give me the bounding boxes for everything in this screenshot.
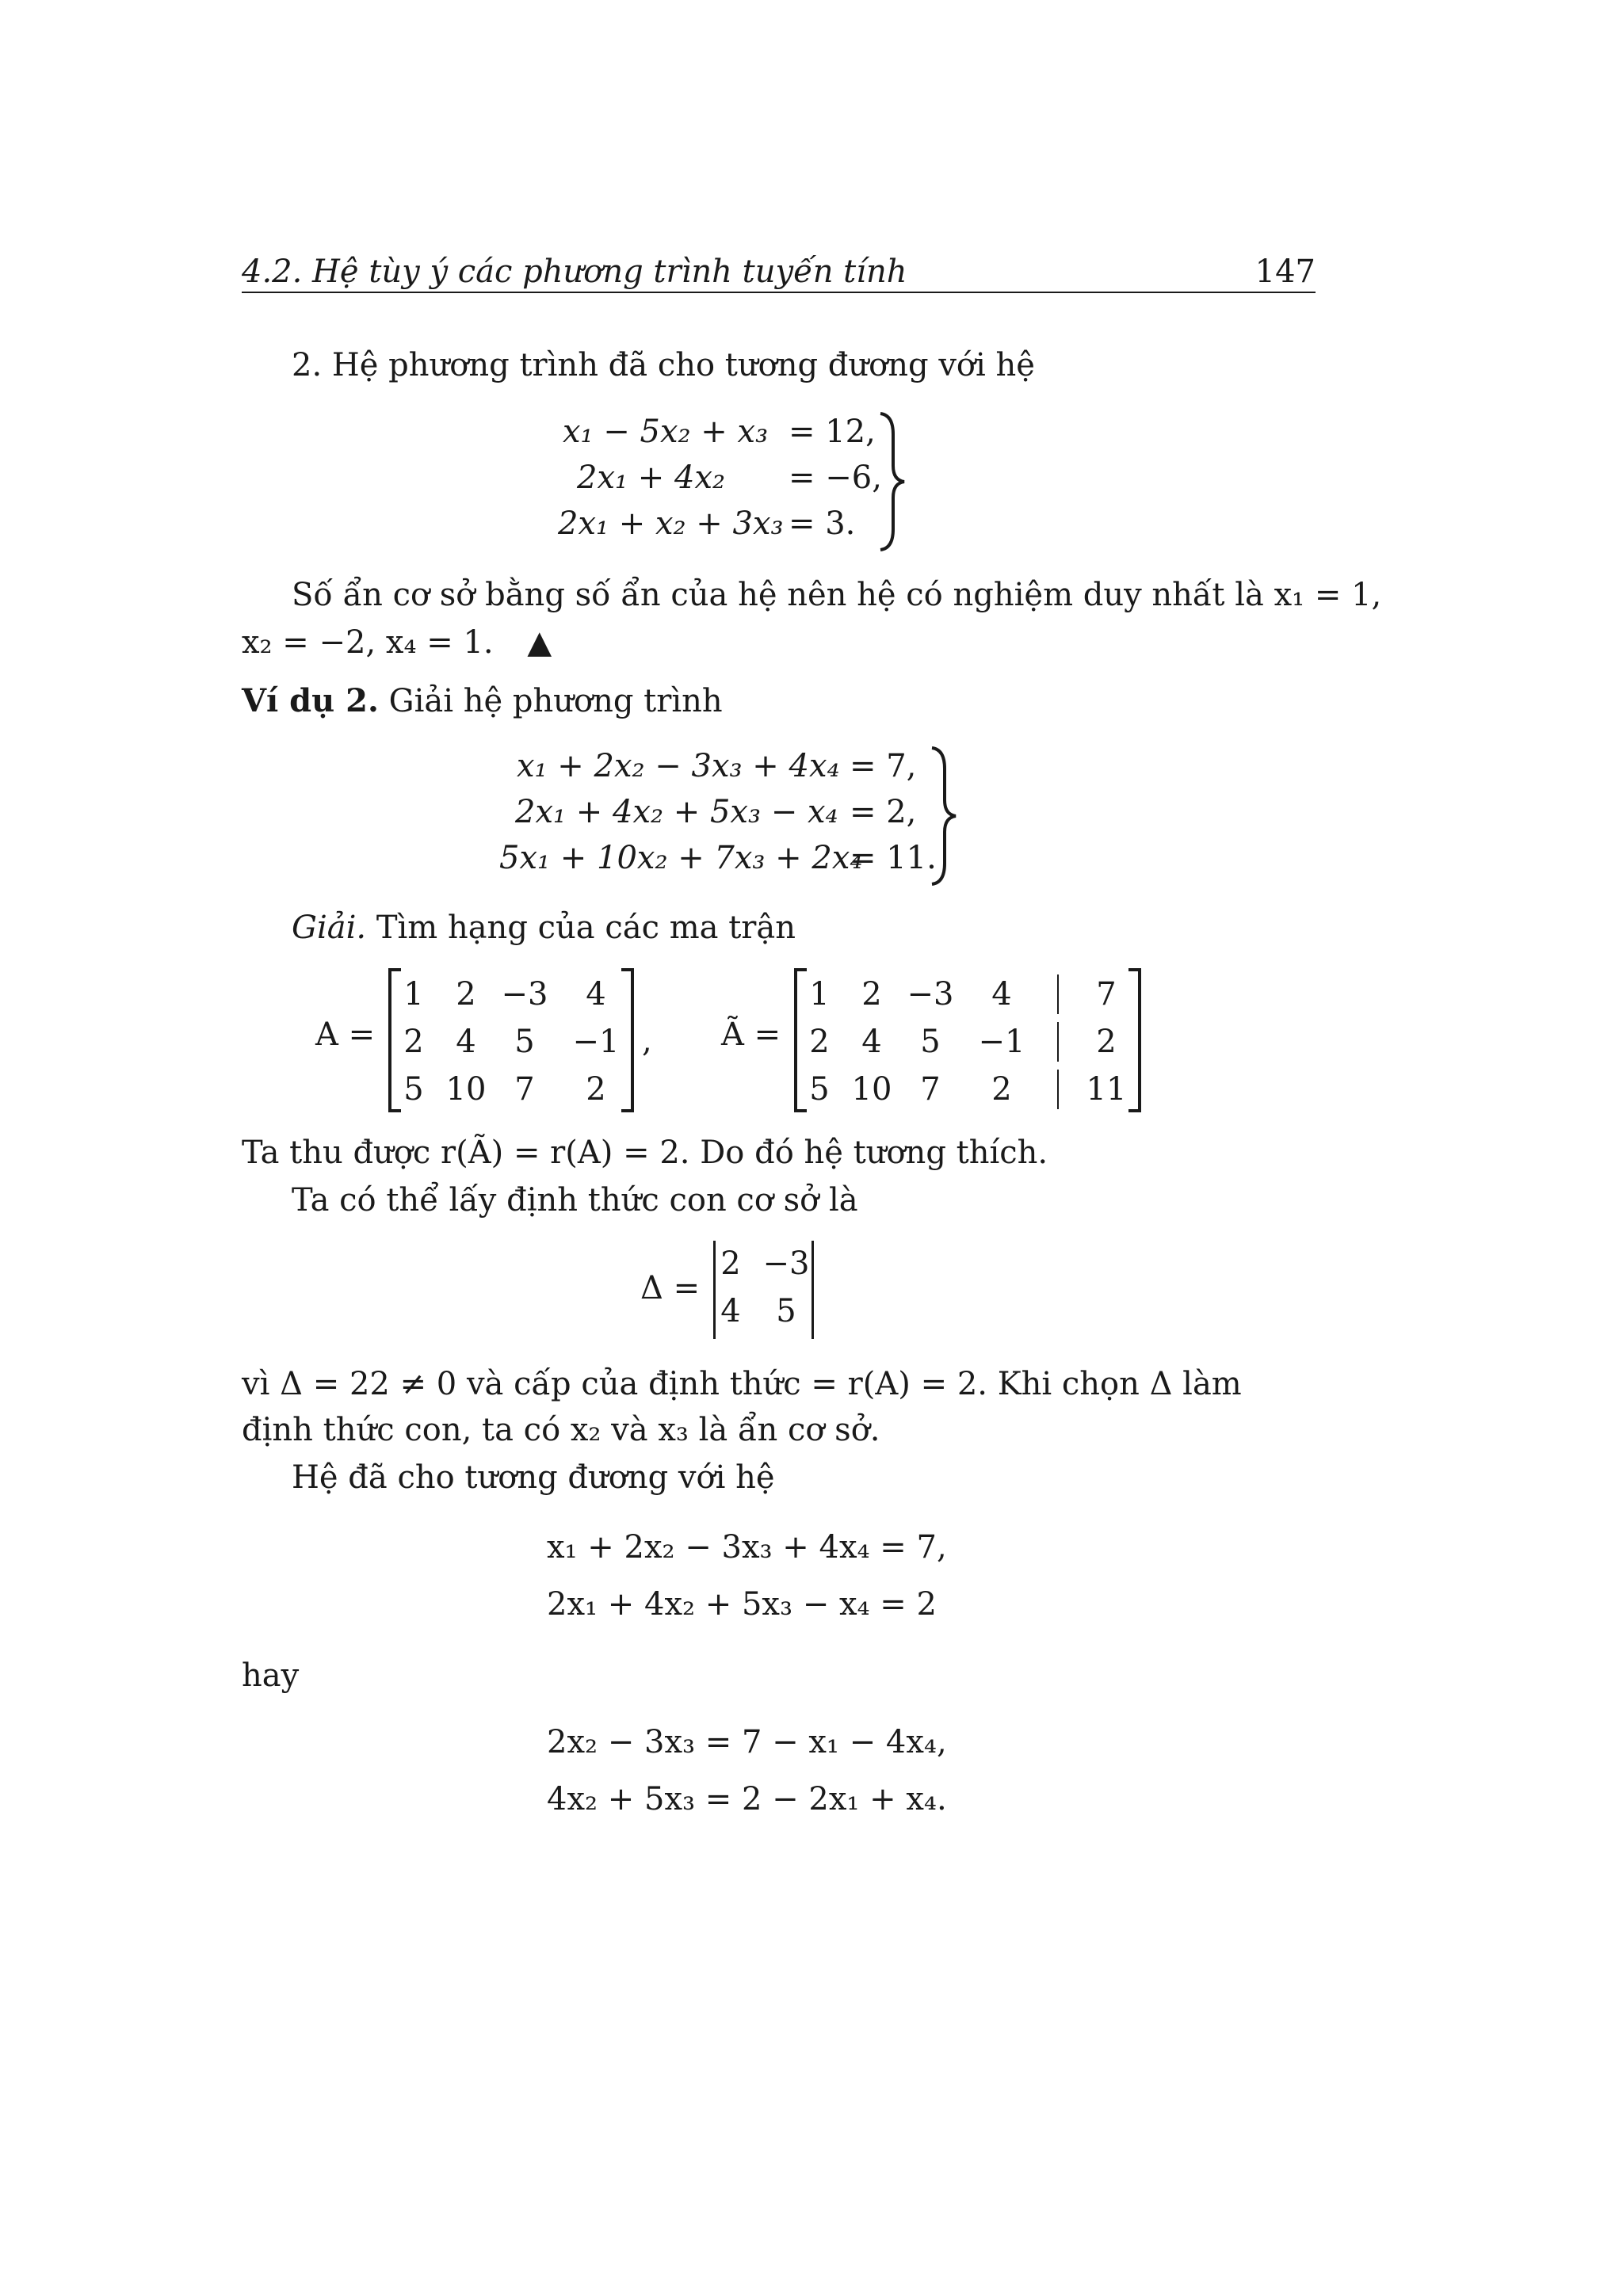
equation-rhs: = 11.: [850, 840, 937, 876]
determinant-cell: −3: [762, 1245, 810, 1282]
equation: 2x₂ − 3x₃ = 7 − x₁ − 4x₄,: [547, 1724, 947, 1760]
matrix-cell: 2: [403, 1024, 424, 1060]
determinant-right-bar: [812, 1241, 814, 1339]
equation-rhs: = −6,: [789, 460, 882, 496]
matrix-cell: 2: [586, 1071, 606, 1108]
matrix-cell: 5: [514, 1024, 535, 1060]
end-of-proof-icon: ▲: [527, 624, 552, 661]
determinant-cell: 4: [720, 1293, 741, 1329]
matrix-cell: 7: [1096, 976, 1117, 1013]
equation-rhs: = 3.: [789, 505, 856, 542]
matrix-cell: −1: [978, 1024, 1025, 1060]
matrix-cell: −3: [501, 976, 548, 1013]
matrix-cell: 10: [445, 1071, 487, 1108]
right-brace-icon: [876, 410, 907, 553]
matrix-cell: 4: [991, 976, 1012, 1013]
equation-lhs: x₁ + 2x₂ − 3x₃ + 4x₄: [517, 748, 840, 784]
paragraph-delta-nonzero: vì Δ = 22 ≠ 0 và cấp của định thức = r(A) = 2. Khi chọn Δ làm: [242, 1366, 1242, 1402]
equation-lhs: 2x₁ + 4x₂: [577, 460, 726, 496]
right-bracket-icon: [1125, 968, 1143, 1112]
augment-divider: [1057, 974, 1059, 1014]
equation-lhs: x₁ − 5x₂ + x₃: [563, 414, 769, 450]
equation: x₁ + 2x₂ − 3x₃ + 4x₄ = 7,: [547, 1529, 947, 1566]
matrix-cell: 4: [586, 976, 606, 1013]
matrix-cell: 5: [809, 1071, 830, 1108]
paragraph-equivalent-system: Hệ đã cho tương đương với hệ: [292, 1459, 775, 1496]
page-header: [242, 247, 1316, 293]
right-brace-icon: [927, 745, 959, 887]
equation-lhs: 2x₁ + 4x₂ + 5x₃ − x₄: [515, 794, 838, 830]
matrix-cell: 7: [920, 1071, 941, 1108]
determinant-cell: 2: [720, 1245, 741, 1282]
solution-values: x₂ = −2, x₄ = 1.: [242, 624, 494, 661]
matrix-cell: 1: [403, 976, 424, 1013]
matrix-cell: 2: [991, 1071, 1012, 1108]
matrix-cell: 2: [861, 976, 882, 1013]
matrix-cell: 2: [456, 976, 476, 1013]
section-title: 4.2. Hệ tùy ý các phương trình tuyến tính: [242, 254, 907, 290]
equation-lhs: 5x₁ + 10x₂ + 7x₃ + 2x₄: [499, 840, 863, 876]
example-label: Ví dụ 2.: [242, 682, 379, 719]
equation-rhs: = 12,: [789, 414, 876, 450]
matrix-augmented-label: Ã =: [721, 1016, 781, 1053]
example-heading: [242, 678, 723, 724]
solution-label: Giải.: [292, 910, 367, 946]
page-number: 147: [1254, 254, 1316, 290]
solution-intro: [292, 905, 796, 951]
matrix-cell: 10: [851, 1071, 892, 1108]
matrix-cell: 5: [920, 1024, 941, 1060]
matrix-cell: −1: [572, 1024, 620, 1060]
paragraph-basis-count: Số ẩn cơ sở bằng số ẩn của hệ nên hệ có nghiệm duy nhất là x₁ = 1,: [292, 577, 1382, 613]
matrix-cell: 5: [403, 1071, 424, 1108]
matrix-cell: −3: [907, 976, 954, 1013]
paragraph-basis-variables: định thức con, ta có x₂ và x₃ là ẩn cơ sở.: [242, 1412, 880, 1448]
equation-rhs: = 2,: [850, 794, 917, 830]
matrix-cell: 2: [809, 1024, 830, 1060]
augment-divider: [1057, 1022, 1059, 1062]
matrix-cell: 11: [1086, 1071, 1127, 1108]
matrix-cell: 7: [514, 1071, 535, 1108]
equation: 2x₁ + 4x₂ + 5x₃ − x₄ = 2: [547, 1586, 937, 1623]
connector-word: hay: [242, 1657, 300, 1694]
equation: 4x₂ + 5x₃ = 2 − 2x₁ + x₄.: [547, 1781, 947, 1817]
solution-text: Tìm hạng của các ma trận: [376, 910, 796, 946]
matrix-cell: 1: [809, 976, 830, 1013]
paragraph-rank-result: Ta thu được r(Ã) = r(A) = 2. Do đó hệ tương thích.: [242, 1135, 1048, 1171]
paragraph-intro: 2. Hệ phương trình đã cho tương đương với hệ: [292, 347, 1035, 383]
right-bracket-icon: [618, 968, 636, 1112]
matrix-separator-comma: ,: [642, 1023, 652, 1059]
paragraph-solution-values: [242, 620, 552, 666]
determinant-cell: 5: [776, 1293, 796, 1329]
matrix-cell: 2: [1096, 1024, 1117, 1060]
example-text: Giải hệ phương trình: [388, 683, 723, 719]
matrix-cell: 4: [861, 1024, 882, 1060]
paragraph-basis-minor: Ta có thể lấy định thức con cơ sở là: [292, 1182, 858, 1219]
determinant-label: Δ =: [640, 1270, 701, 1306]
equation-lhs: 2x₁ + x₂ + 3x₃: [558, 505, 784, 542]
matrix-cell: 4: [456, 1024, 476, 1060]
augment-divider: [1057, 1070, 1059, 1109]
matrix-A-label: A =: [315, 1016, 376, 1053]
equation-rhs: = 7,: [850, 748, 917, 784]
